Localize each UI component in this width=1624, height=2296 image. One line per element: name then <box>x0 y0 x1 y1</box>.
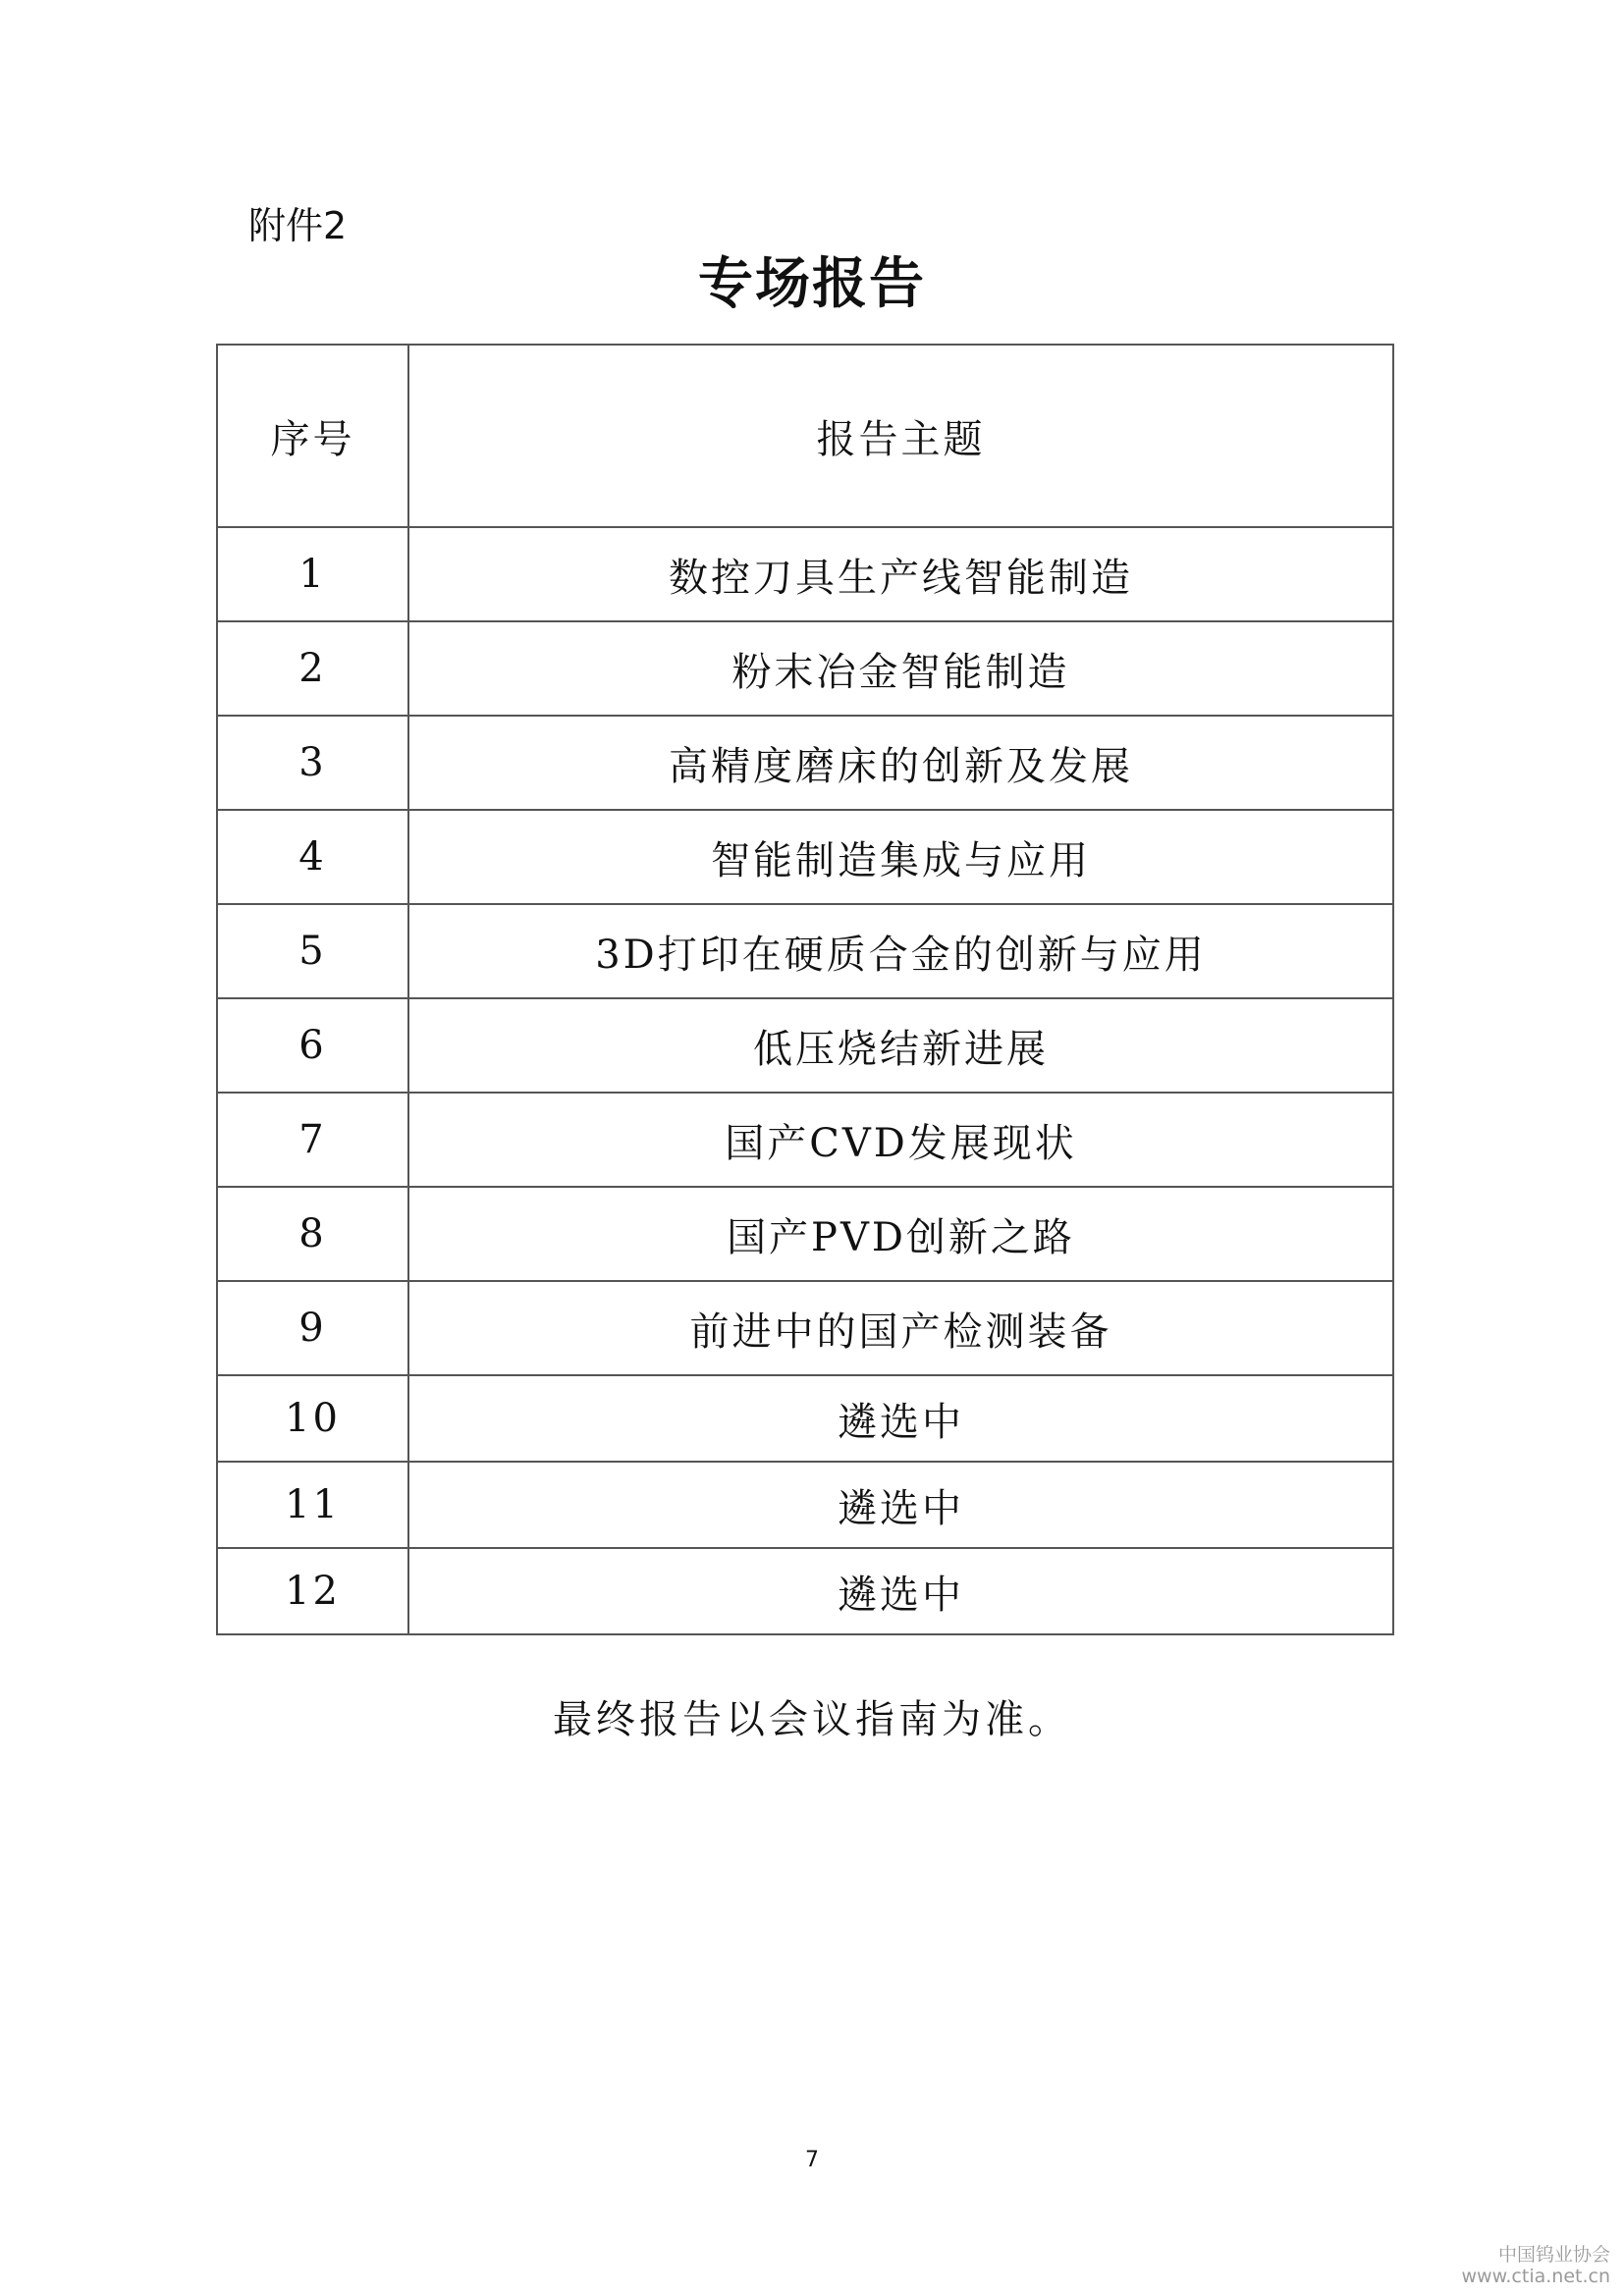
row-topic: 国产CVD发展现状 <box>408 1093 1393 1187</box>
table-row <box>217 1375 1393 1462</box>
row-topic: 前进中的国产检测装备 <box>408 1281 1393 1375</box>
row-number: 11 <box>217 1462 408 1548</box>
page-title: 专场报告 <box>698 252 926 316</box>
table-row <box>217 1187 1393 1281</box>
table-row <box>217 1093 1393 1187</box>
table-row <box>217 810 1393 904</box>
row-topic: 数控刀具生产线智能制造 <box>408 527 1393 621</box>
table-row <box>217 527 1393 621</box>
row-number: 5 <box>217 904 408 998</box>
row-number: 7 <box>217 1093 408 1187</box>
row-topic: 高精度磨床的创新及发展 <box>408 716 1393 810</box>
watermark-url: www.ctia.net.cn <box>1461 2266 1610 2287</box>
table-row <box>217 1281 1393 1375</box>
watermark <box>1462 2244 1610 2287</box>
header-topic: 报告主题 <box>408 345 1393 527</box>
closing-note: 最终报告以会议指南为准。 <box>553 1697 1071 1742</box>
table-row <box>217 621 1393 716</box>
row-number: 1 <box>217 527 408 621</box>
page-number: 7 <box>805 2148 819 2172</box>
row-number: 12 <box>217 1548 408 1634</box>
table-header-row <box>217 345 1393 527</box>
row-number: 9 <box>217 1281 408 1375</box>
row-number: 2 <box>217 621 408 716</box>
row-topic: 遴选中 <box>408 1548 1393 1634</box>
report-table <box>216 344 1394 1635</box>
row-number: 4 <box>217 810 408 904</box>
header-number: 序号 <box>217 345 408 527</box>
row-topic: 3D打印在硬质合金的创新与应用 <box>408 904 1393 998</box>
row-topic: 低压烧结新进展 <box>408 998 1393 1093</box>
row-topic: 粉末冶金智能制造 <box>408 621 1393 716</box>
row-topic: 智能制造集成与应用 <box>408 810 1393 904</box>
row-topic: 遴选中 <box>408 1375 1393 1462</box>
table-row <box>217 716 1393 810</box>
row-topic: 遴选中 <box>408 1462 1393 1548</box>
table-row <box>217 998 1393 1093</box>
table-row <box>217 1462 1393 1548</box>
table-row <box>217 904 1393 998</box>
table-row <box>217 1548 1393 1634</box>
row-number: 10 <box>217 1375 408 1462</box>
row-topic: 国产PVD创新之路 <box>408 1187 1393 1281</box>
row-number: 6 <box>217 998 408 1093</box>
watermark-name: 中国钨业协会 <box>1497 2244 1610 2266</box>
attachment-label: 附件2 <box>248 204 348 247</box>
row-number: 3 <box>217 716 408 810</box>
row-number: 8 <box>217 1187 408 1281</box>
